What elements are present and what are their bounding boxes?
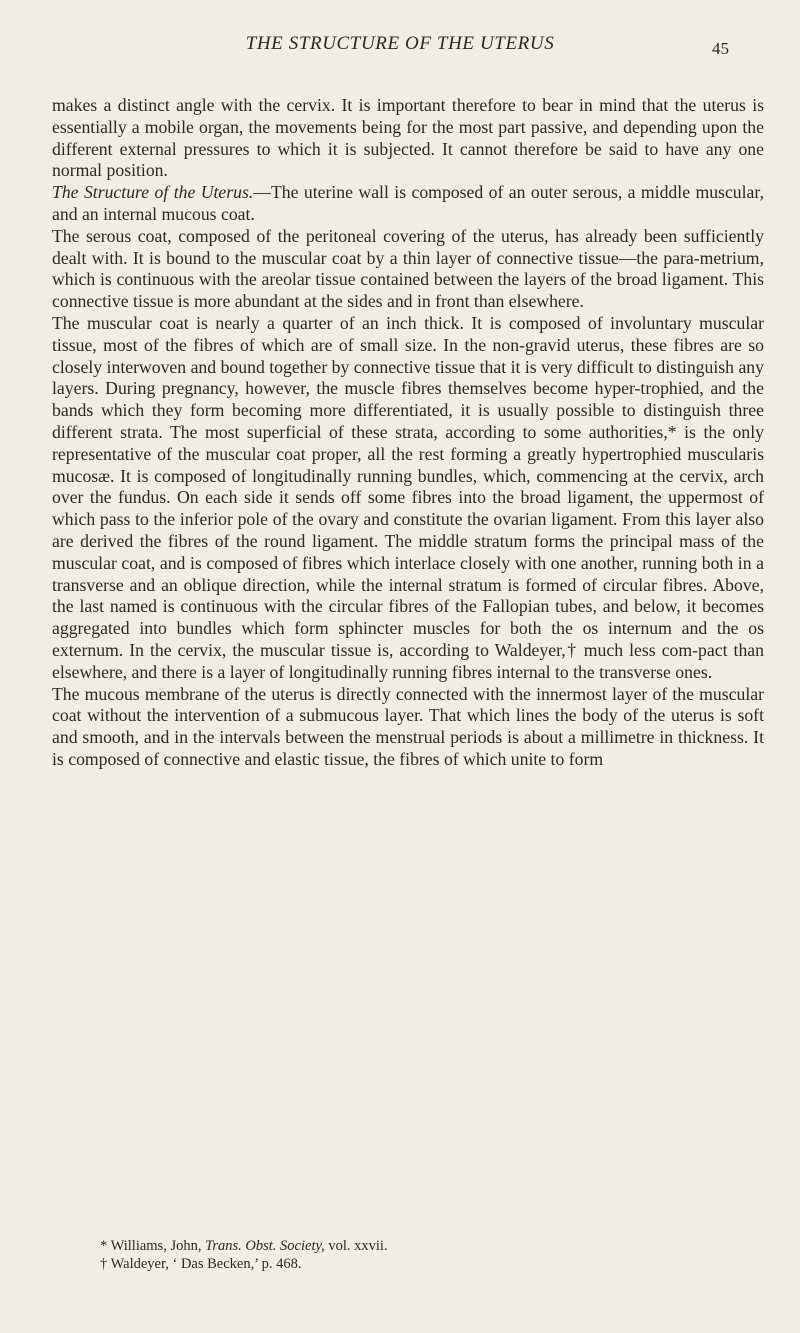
footnote-author: Williams, John, xyxy=(110,1238,202,1254)
paragraph-1 xyxy=(52,95,764,182)
footnote-mark: * xyxy=(100,1238,108,1254)
paragraph-text: The mucous membrane of the uterus is directly connected with the innermost layer of the muscular coat without the intervention of a submucous layer. That which lines the body of the uterus is soft and smooth, and in the intervals between the menstrual periods is about a millimetre in thickness. It is composed of connective and elastic tissue, the fibres of which unite to form xyxy=(52,683,764,769)
footnote-mark: † xyxy=(100,1256,108,1272)
paragraph-2 xyxy=(52,182,764,226)
paragraph-text: makes a distinct angle with the cervix. It is important therefore to bear in mind that the uterus is essentially a mobile organ, the movements being for the most part passive, and depending upon the different external pressures to which it is subjected. It cannot therefore be said to have any one normal position. xyxy=(52,95,764,181)
footnote-rest: ‘ Das Becken,’ p. 468. xyxy=(172,1256,302,1272)
footnote-rest: vol. xxvii. xyxy=(328,1238,388,1254)
footnotes xyxy=(100,1237,760,1273)
body-text xyxy=(52,95,764,771)
footnote-author: Waldeyer, xyxy=(110,1256,169,1272)
section-heading: The Structure of the Uterus. xyxy=(52,182,254,203)
paragraph-3 xyxy=(52,226,764,313)
running-head xyxy=(0,33,800,57)
footnote-1 xyxy=(100,1237,760,1255)
paragraph-text: The muscular coat is nearly a quarter of an inch thick. It is composed of involuntary muscular tissue, most of the fibres of which are of small size. In the non-gravid uterus, these fibres are so closely interwoven and bound together by connective tissue that it is very difficult to distinguish any layers. During pregnancy, however, the muscle fibres themselves become hyper-trophied, and the bands which they form becoming more differentiated, it is usually possible to distinguish three different strata. The most superficial of these strata, according to some authorities,* is the only representative of the muscular coat proper, all the rest forming a greatly hypertrophied muscularis mucosæ. It is composed of longitudinally running bundles, which, commencing at the cervix, arch over the fundus. On each side it sends off some fibres into the broad ligament, the uppermost of which pass to the inferior pole of the ovary and constitute the ovarian ligament. From this layer also are derived the fibres of the round ligament. The middle stratum forms the principal mass of the muscular coat, and is composed of fibres which interlace closely with one another, running both in a transverse and an oblique direction, while the internal stratum is formed of circular fibres. Above, the last named is continuous with the circular fibres of the Fallopian tubes, and below, it becomes aggregated into bundles which form sphincter muscles for both the os internum and the os externum. In the cervix, the muscular tissue is, according to Waldeyer,† much less com-pact than elsewhere, and there is a layer of longitudinally running fibres internal to the transverse ones. xyxy=(52,312,764,682)
footnote-title: Trans. Obst. Society, xyxy=(205,1238,325,1254)
paragraph-5 xyxy=(52,684,764,771)
footnote-2 xyxy=(100,1255,760,1273)
paragraph-text: —The uterine wall is composed of an outer serous, a middle muscular, and an internal mucous coat. xyxy=(52,182,765,224)
paragraph-4 xyxy=(52,313,764,684)
running-title: THE STRUCTURE OF THE UTERUS xyxy=(245,33,555,54)
paragraph-text: The serous coat, composed of the peritoneal covering of the uterus, has already been sufficiently dealt with. It is bound to the muscular coat by a thin layer of connective tissue—the para-metrium, which is continuous with the areolar tissue contained between the layers of the broad ligament. This connective tissue is more abundant at the sides and in front than elsewhere. xyxy=(52,225,764,312)
page-number: 45 xyxy=(712,39,729,58)
